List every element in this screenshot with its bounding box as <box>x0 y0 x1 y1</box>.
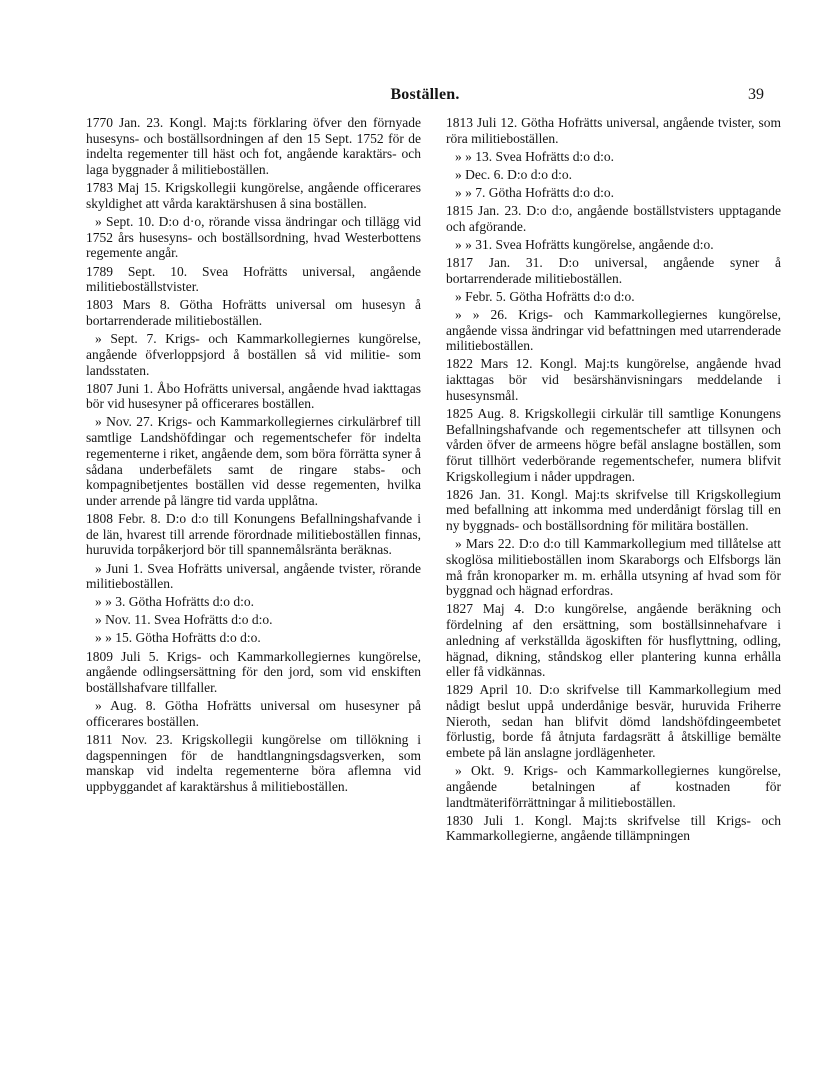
year-entry: 1827 Maj 4. D:o kungörelse, angående beräkning och fördelning af den ersättning, som boställsinnehafvare i anledning af verkställda ägoskiften för husflyttning, odling, hägnad, dikning, ståndskog eller plantering kunna erhålla eller få vidkännas. <box>446 601 781 680</box>
sub-entry: » Dec. 6. D:o d:o d:o. <box>455 166 572 182</box>
sub-entry: » » 26. Krigs- och Kammarkollegiernes kungörelse, angående vissa ändringar vid befattningen med utarrenderade militieboställen. <box>446 306 781 354</box>
year-entry: 1829 April 10. D:o skrifvelse till Kammarkollegium med nådigt beslut uppå underdånige besvär, huruvida Friherre Nieroth, sedan han blifvit dömd landshöfdingeembetet förlustig, borde få åtnjuta fardagsrätt å åtskillige bemälte embete på län anslagne jordlägenheter. <box>446 682 781 761</box>
year-entry: 1803 Mars 8. Götha Hofrätts universal om husesyn å bortarrenderade militieboställen. <box>86 297 421 328</box>
sub-entry: » Okt. 9. Krigs- och Kammarkollegiernes kungörelse, angående betalningen af kostnaden för landtmäteriförrättningar å militieboställen. <box>446 763 781 810</box>
year-entry: 1783 Maj 15. Krigskollegii kungörelse, angående officerares skyldighet att vårda karaktärshusen å sina boställen. <box>86 180 421 211</box>
page-header <box>86 86 764 108</box>
year-entry: 1830 Juli 1. Kongl. Maj:ts skrifvelse till Krigs- och Kammarkollegierne, angående tillämpningen <box>446 812 781 844</box>
sub-entry: » Nov. 27. Krigs- och Kammarkollegiernes cirkulärbref till samtlige Landshöfdingar och regementschefer för indelta regementerne i riket, angående dem, som böra förrätta syner å sådana underbefälets samt de ringare stabs- och kompagnibetjentes boställen vid desse regementen, hvilka under arrende på längre tid varda upplåtna. <box>86 414 421 508</box>
sub-entry: » » 3. Götha Hofrätts d:o d:o. <box>95 594 254 610</box>
left-column <box>86 115 421 797</box>
year-entry: 1822 Mars 12. Kongl. Maj:ts kungörelse, angående hvad iakttagas bör vid besärshänvisningars meddelande i husesynsmål. <box>446 356 781 403</box>
sub-entry: » » 13. Svea Hofrätts d:o d:o. <box>455 148 614 164</box>
year-entry: 1770 Jan. 23. Kongl. Maj:ts förklaring öfver den förnyade husesyns- och boställsordningen af den 15 Sept. 1752 för de indelta regementer till häst och fot, angående karaktärs- och laga byggnader å militieboställen. <box>86 115 421 178</box>
sub-entry: » Nov. 11. Svea Hofrätts d:o d:o. <box>95 612 273 628</box>
sub-entry: » Aug. 8. Götha Hofrätts universal om husesyner på officerares boställen. <box>86 698 421 729</box>
year-entry: 1817 Jan. 31. D:o universal, angående syner å bortarrenderade militieboställen. <box>446 254 781 286</box>
sub-entry: » Sept. 10. D:o d·o, rörande vissa ändringar och tillägg vid 1752 års husesyns- och boställsordning, hvad Westerbottens regemente angår. <box>86 214 421 261</box>
year-entry: 1807 Juni 1. Åbo Hofrätts universal, angående hvad iakttagas bör vid husesyner på officerares boställen. <box>86 380 421 412</box>
year-entry: 1825 Aug. 8. Krigskollegii cirkulär till samtlige Konungens Befallningshafvande och regementschefer att tillsynen och vården öfver de armeens högre befäl anslagne boställen, som förut tillhört vederbörande regementschefer, numera blifvit Krigskollegium i nåder uppdragen. <box>446 405 781 484</box>
year-entry: 1826 Jan. 31. Kongl. Maj:ts skrifvelse till Krigskollegium med befallning att inkomma med underdånigt förslag till en ny byggnads- och boställsordning för militära boställen. <box>446 486 781 534</box>
sub-entry: » » 7. Götha Hofrätts d:o d:o. <box>455 184 614 200</box>
year-entry: 1811 Nov. 23. Krigskollegii kungörelse om tillökning i dagspenningen för de handtlangningsdagsverken, som manskap vid indelta regementerne böra aflemna vid uppbyggandet af karaktärshus å militieboställen. <box>86 731 421 794</box>
sub-entry: » Sept. 7. Krigs- och Kammarkollegiernes kungörelse, angående öfverloppsjord å boställen så vid militie- som landsstaten. <box>86 331 421 378</box>
sub-entry: » » 31. Svea Hofrätts kungörelse, angående d:o. <box>455 236 714 252</box>
sub-entry: » Mars 22. D:o d:o till Kammarkollegium med tillåtelse att skoglösa militieboställen inom Skaraborgs och Elfsborgs län må från kronoparker m. m. erhålla utsyning af hvad som för byggnad och hägnad erfordras. <box>446 536 781 599</box>
year-entry: 1809 Juli 5. Krigs- och Kammarkollegiernes kungörelse, angående odlingsersättning för den jord, som vid enskiften boställshafvare tillfaller. <box>86 648 421 695</box>
year-entry: 1808 Febr. 8. D:o d:o till Konungens Befallningshafvande i de län, hvarest till arrende förordnade militieboställen finnas, huruvida torpåkerjord bör till spannemålsränta beräknas. <box>86 511 421 558</box>
page-number: 39 <box>748 86 764 103</box>
year-entry: 1813 Juli 12. Götha Hofrätts universal, angående tvister, som röra militieboställen. <box>446 115 781 146</box>
year-entry: 1815 Jan. 23. D:o d:o, angående boställstvisters upptagande och afgörande. <box>446 203 781 234</box>
year-entry: 1789 Sept. 10. Svea Hofrätts universal, angående militieboställstvister. <box>86 263 421 295</box>
sub-entry: » Febr. 5. Götha Hofrätts d:o d:o. <box>455 288 635 304</box>
right-column <box>446 115 781 847</box>
sub-entry: » » 15. Götha Hofrätts d:o d:o. <box>95 630 261 646</box>
sub-entry: » Juni 1. Svea Hofrätts universal, angående tvister, rörande militieboställen. <box>86 560 421 592</box>
running-title: Boställen. <box>390 86 460 103</box>
